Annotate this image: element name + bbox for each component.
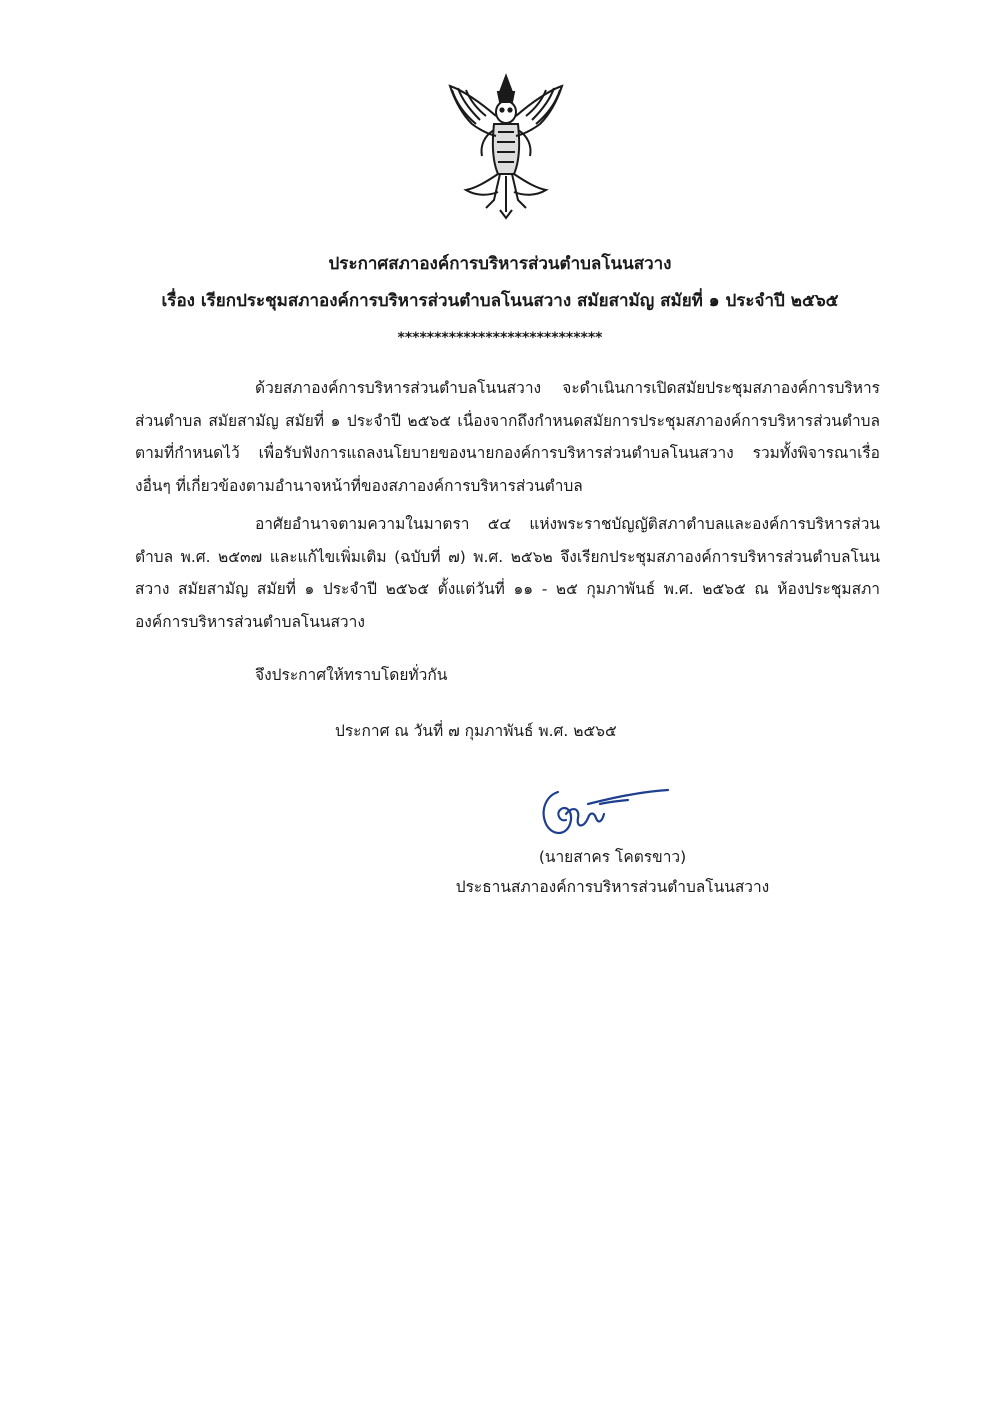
garuda-emblem-icon bbox=[440, 72, 572, 220]
announcement-subject: เรื่อง เรียกประชุมสภาองค์การบริหารส่วนตำบลโนนสวาง สมัยสามัญ สมัยที่ ๑ ประจำปี ๒๕๖๕ bbox=[161, 291, 839, 311]
signer-position: ประธานสภาองค์การบริหารส่วนตำบลโนนสวาง bbox=[455, 878, 770, 896]
signer-name: (นายสาคร โคตรขาว) bbox=[538, 848, 687, 866]
separator-line: **************************** bbox=[397, 330, 603, 346]
paragraph-2: อาศัยอำนาจตามความในมาตรา ๕๔ แห่งพระราชบัญญัติสภาตำบลและองค์การบริหารส่วนตำบล พ.ศ. ๒๕๓๗ และแก้ไขเพิ่มเติม (ฉบับที่ ๗) พ.ศ. ๒๕๖๒ จึงเรียกประชุมสภาองค์การบริหารส่วนตำบลโนนสวาง สมัยสามัญ สมัยที่ ๑ ประจำปี ๒๕๖๕ ตั้งแต่วันที่ ๑๑ - ๒๕ กุมภาพันธ์ พ.ศ. ๒๕๖๕ ณ ห้องประชุมสภาองค์การบริหารส่วนตำบลโนนสวาง bbox=[135, 515, 880, 631]
announcement-date: ประกาศ ณ วันที่ ๗ กุมภาพันธ์ พ.ศ. ๒๕๖๕ bbox=[335, 722, 617, 740]
paragraph-1: ด้วยสภาองค์การบริหารส่วนตำบลโนนสวาง จะดำเนินการเปิดสมัยประชุมสภาองค์การบริหารส่วนตำบล สมัยสามัญ สมัยที่ ๑ ประจำปี ๒๕๖๕ เนื่องจากถึงกำหนดสมัยการประชุมสภาองค์การบริหารส่วนตำบล ตามที่กำหนดไว้ เพื่อรับฟังการแถลงนโยบายของนายกองค์การบริหารส่วนตำบลโนนสวาง รวมทั้งพิจารณาเรื่องอื่นๆ ที่เกี่ยวข้องตามอำนาจหน้าที่ของสภาองค์การบริหารส่วนตำบล bbox=[135, 379, 880, 495]
paragraph-3: จึงประกาศให้ทราบโดยทั่วกัน bbox=[255, 666, 448, 684]
signature-image bbox=[528, 774, 678, 844]
announcement-title: ประกาศสภาองค์การบริหารส่วนตำบลโนนสวาง bbox=[328, 254, 672, 274]
